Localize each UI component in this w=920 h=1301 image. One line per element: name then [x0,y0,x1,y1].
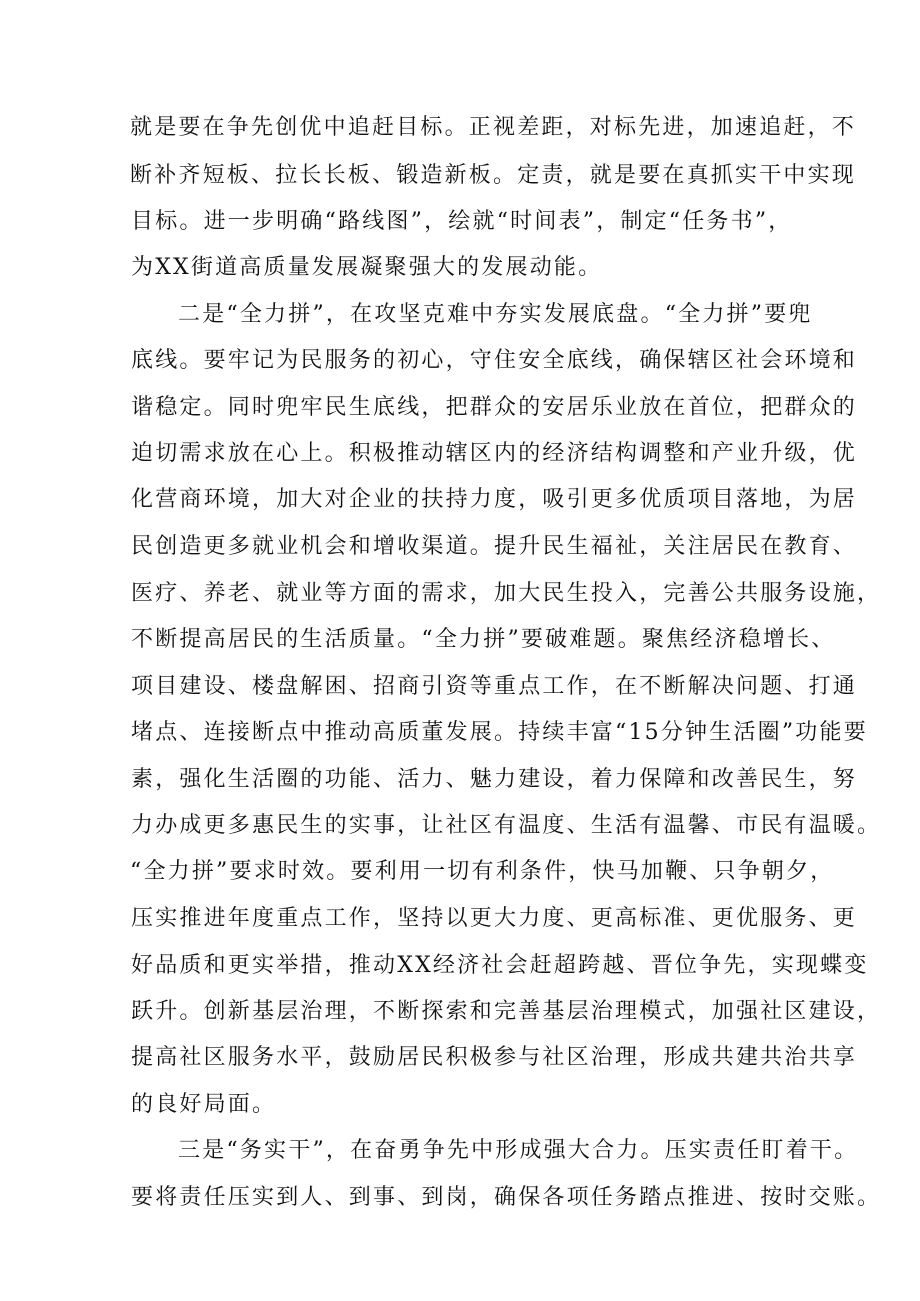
text-line: 民创造更多就业机会和增收渠道。提升民生福祉，关注居民在教育、 [131,534,858,559]
text-line: 为XX街道高质量发展凝聚强大的发展动能。 [131,255,603,280]
text-line: 的良好局面。 [131,1092,277,1117]
text-line: 堵点、连接断点中推动高质董发展。持续丰富“15分钟生活圈”功能要 [131,720,868,745]
text-line: 素，强化生活圈的功能、活力、魅力建设，着力保障和改善民生，努 [131,767,858,792]
text-line: 力办成更多惠民生的实事，让社区有温度、生活有温馨、市民有温暖。 [131,813,882,838]
text-line: 不断提高居民的生活质量。“全力拼”要破难题。聚焦经济稳增长、 [131,627,836,652]
text-line: 底线。要牢记为民服务的初心，守住安全底线，确保辖区社会环境和 [131,348,858,373]
text-line: “全力拼”要求时效。要利用一切有利条件，快马加鞭、只争朝夕， [130,859,835,884]
text-line: 化营商环境，加大对企业的扶持力度，吸引更多优质项目落地，为居 [131,487,858,512]
text-line: 要将责任压实到人、到事、到岗，确保各项任务踏点推进、按时交账。 [131,1185,882,1210]
text-line: 跃升。创新基层治理，不断探索和完善基层治理模式，加强社区建设， [131,999,882,1024]
text-line: 谐稳定。同时兜牢民生底线，把群众的安居乐业放在首位，把群众的 [131,395,858,420]
text-line: 好品质和更实举措，推动XX经济社会赶超跨越、晋位争先，实现蝶变 [131,953,869,978]
text-line: 医疗、养老、就业等方面的需求，加大民生投入，完善公共服务设施， [131,581,882,606]
text-line: 就是要在争先创优中追赶目标。正视差距，对标先进，加速追赶，不 [130,115,857,140]
text-line: 三是“务实干”，在奋勇争先中形成强大合力。压实责任盯着干。 [178,1138,859,1163]
text-line: 迫切需求放在心上。积极推动辖区内的经济结构调整和产业升级，优 [131,441,858,466]
text-line: 项目建设、楼盘解困、招商引资等重点工作，在不断解决问题、打通 [131,674,858,699]
text-line: 二是“全力拼”，在攻坚克难中夯实发展底盘。“全力拼”要兜 [178,302,813,327]
text-line: 压实推进年度重点工作，坚持以更大力度、更高标准、更优服务、更 [131,906,858,931]
text-line: 断补齐短板、拉长长板、锻造新板。定责，就是要在真抓实干中实现 [130,163,857,188]
text-line: 提高社区服务水平，鼓励居民积极参与社区治理，形成共建共治共享 [131,1045,858,1070]
text-line: 目标。进一步明确“路线图”，绘就“时间表”，制定“任务书”， [131,209,793,234]
